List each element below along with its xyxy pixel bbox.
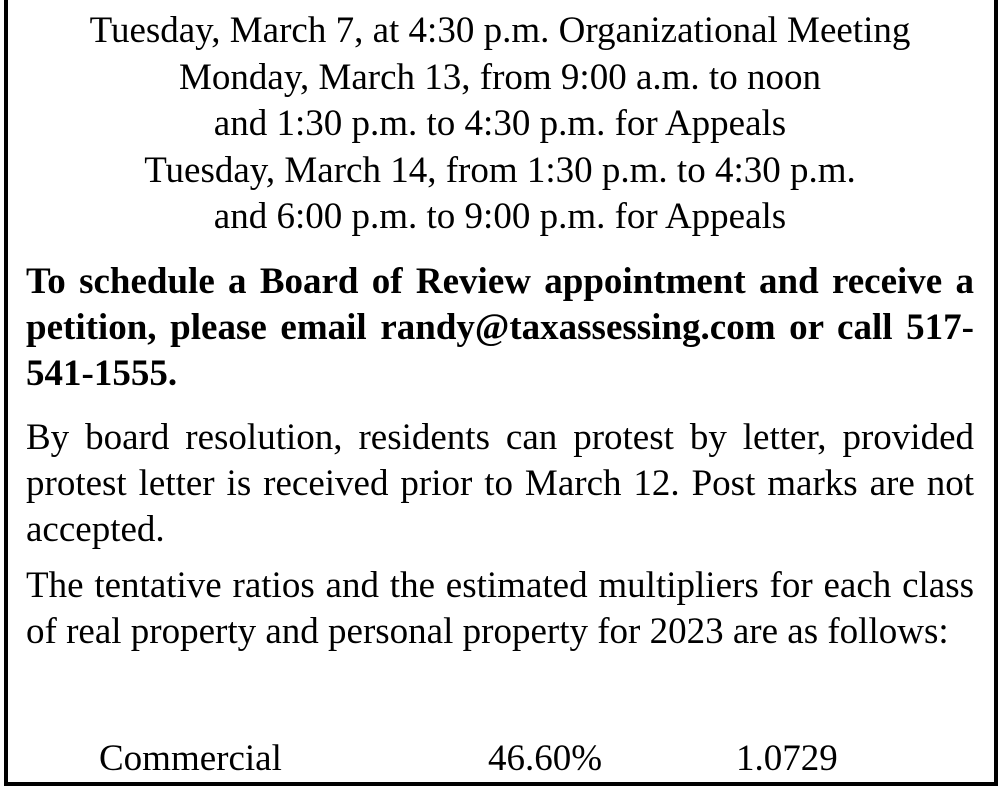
public-notice	[26, 0, 974, 655]
ratios-intro-paragraph: The tentative ratios and the estimated multipliers for each class of real property and personal property for 2023 are as follows:	[26, 564, 974, 652]
ratio-class-name: Commercial	[99, 738, 282, 779]
appointment-notice: To schedule a Board of Review appointment and receive a petition, please email randy@taxassessing.com or call 517-541-1555.	[26, 260, 974, 394]
ratio-percentage: 46.60%	[488, 738, 603, 779]
schedule-line: and 6:00 p.m. to 9:00 p.m. for Appeals	[213, 196, 787, 237]
schedule-line: Monday, March 13, from 9:00 a.m. to noon	[179, 56, 821, 98]
schedule-line: Tuesday, March 7, at 4:30 p.m. Organizational Meeting	[89, 10, 911, 51]
ratio-multiplier: 1.0729	[736, 738, 838, 779]
letter-protest-paragraph: By board resolution, residents can protest by letter, provided protest letter is received prior to March 12. Post marks are not accepted.	[26, 416, 974, 550]
schedule-line: Tuesday, March 14, from 1:30 p.m. to 4:30 p.m.	[144, 149, 856, 191]
meeting-schedule	[26, 8, 974, 241]
schedule-line: and 1:30 p.m. to 4:30 p.m. for Appeals	[213, 103, 787, 144]
